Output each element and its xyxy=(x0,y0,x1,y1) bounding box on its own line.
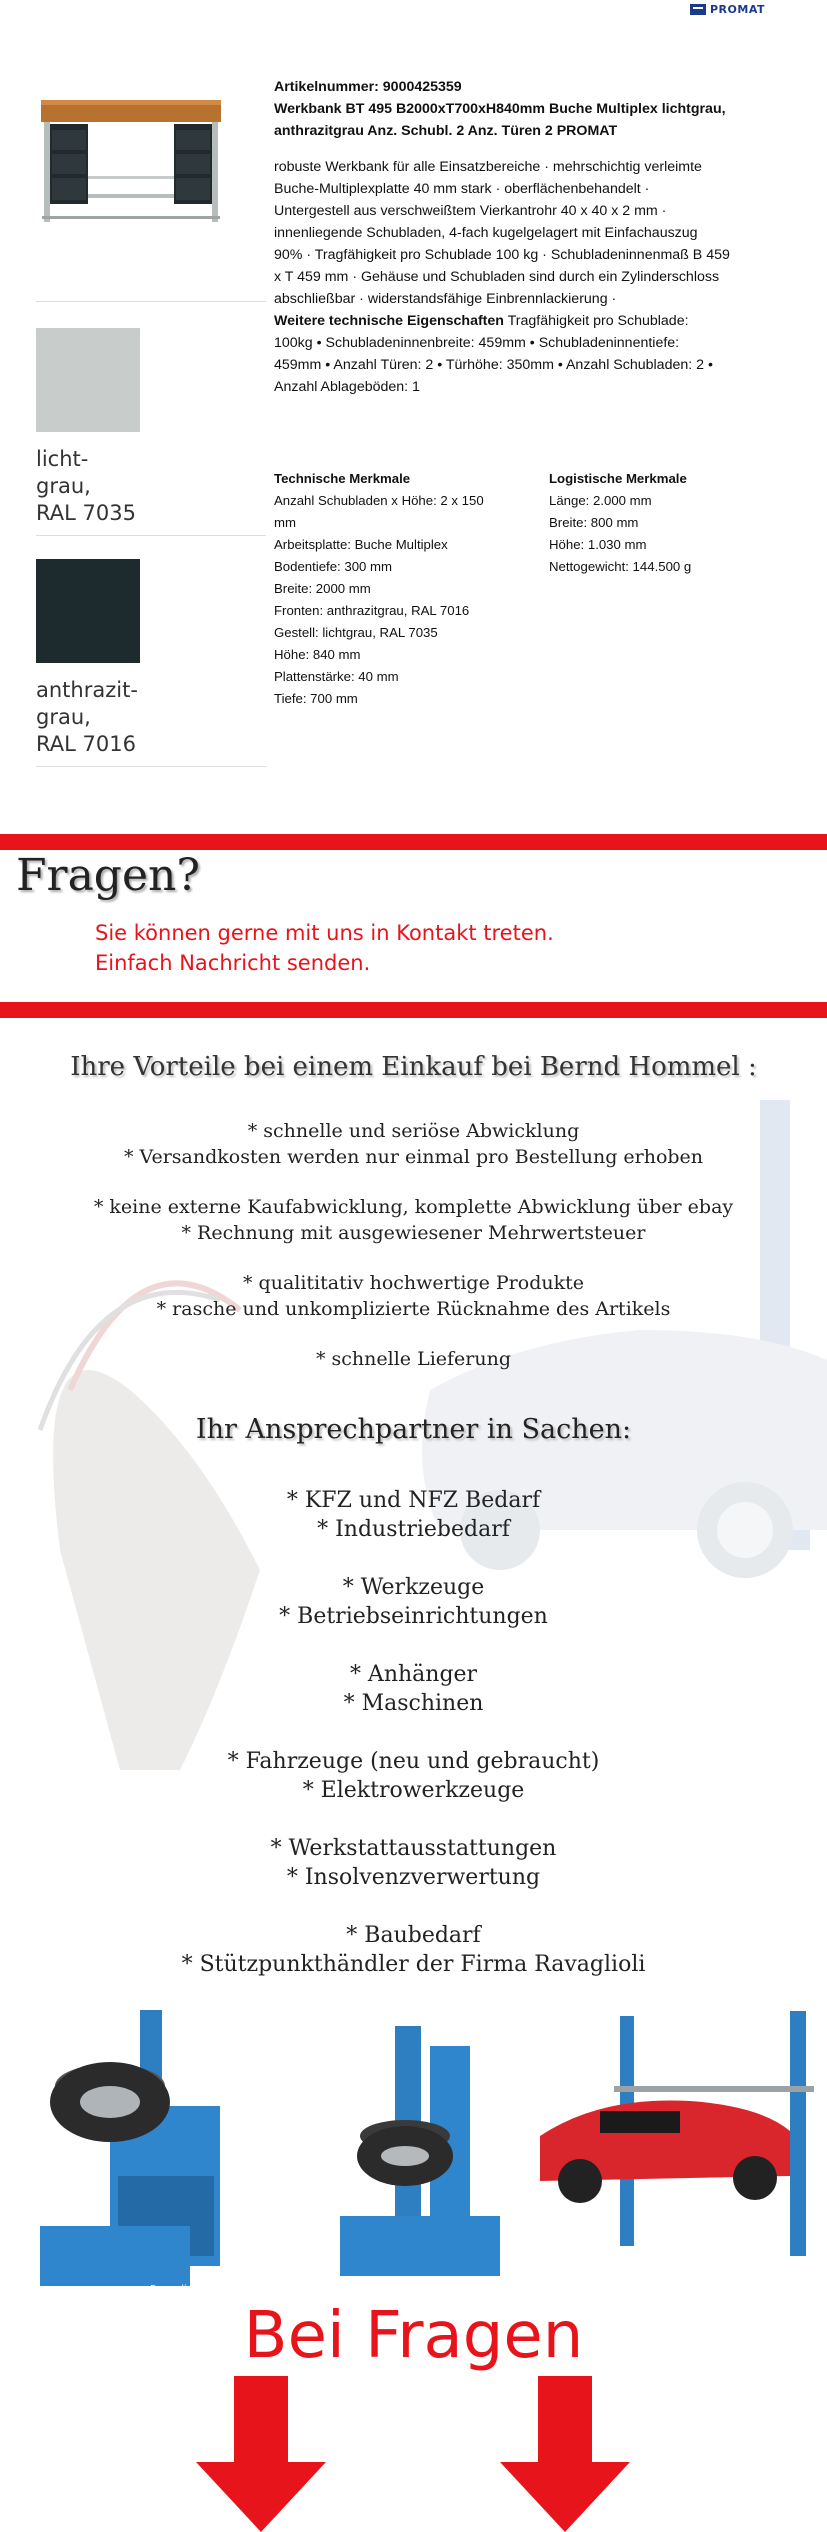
advantage-item: * keine externe Kaufabwicklung, komplette Abwicklung über ebay xyxy=(93,1196,734,1218)
color-swatch-anthracite xyxy=(36,559,266,767)
workbench-image xyxy=(36,96,266,226)
description-line: innenliegende Schubladen, 4-fach kugelgelagert mit Einfachauszug xyxy=(274,225,698,241)
advantage-item: * Versandkosten werden nur einmal pro Bestellung erhoben xyxy=(123,1146,704,1168)
divider xyxy=(36,301,266,302)
area-item: * Stützpunkthändler der Firma Ravaglioli xyxy=(181,1952,646,1977)
workshop-equipment-image xyxy=(0,2006,827,2336)
advantage-item: * schnelle und seriöse Abwicklung xyxy=(247,1120,580,1142)
swatch-label-line: RAL 7035 xyxy=(36,501,136,525)
area-item: * Anhänger xyxy=(349,1662,478,1687)
swatch-label-line: licht- xyxy=(36,447,89,471)
extra-properties-line xyxy=(274,310,827,332)
description-line: robuste Werkbank für alle Einsatzbereiche · mehrschichtig verleimte xyxy=(274,159,702,175)
product-title-line: Werkbank BT 495 B2000xT700xH840mm Buche Multiplex lichtgrau, xyxy=(274,101,726,117)
description-body xyxy=(274,156,827,398)
advantages-heading: Ihre Vorteile bei einem Einkauf bei Bernd Hommel : xyxy=(70,1052,757,1082)
advantages-list xyxy=(0,1118,827,1372)
divider xyxy=(36,535,266,536)
swatch-label-line: anthrazit- xyxy=(36,678,138,702)
brand-logo xyxy=(690,0,765,18)
spec-line: Arbeitsplatte: Buche Multiplex xyxy=(274,537,448,552)
arrow-down-icon xyxy=(196,2376,326,2532)
swatch-anthracite xyxy=(36,559,140,663)
area-item: * Elektrowerkzeuge xyxy=(302,1778,525,1803)
spec-line: Länge: 2.000 mm xyxy=(549,493,652,508)
description-line: Untergestell aus verschweißtem Vierkantrohr 40 x 40 x 2 mm · xyxy=(274,203,667,219)
swatch-label-line: RAL 7016 xyxy=(36,732,136,756)
spec-line: Gestell: lichtgrau, RAL 7035 xyxy=(274,625,438,640)
technical-specs-heading: Technische Merkmale xyxy=(274,471,411,486)
machine-brand-label: Ravaglioli xyxy=(150,2284,199,2295)
advantage-item: * schnelle Lieferung xyxy=(315,1348,512,1370)
description-line: Buche-Multiplexplatte 40 mm stark · oberflächenbehandelt · xyxy=(274,181,650,197)
advantage-item: * rasche und unkomplizierte Rücknahme des Artikels xyxy=(156,1298,671,1320)
contact-areas-list xyxy=(0,1486,827,1979)
technical-specs xyxy=(274,468,549,710)
contact-message[interactable] xyxy=(95,918,554,978)
swatch-label-line: grau, xyxy=(36,474,91,498)
area-item: * Insolvenzverwertung xyxy=(286,1865,541,1890)
spec-line: Fronten: anthrazitgrau, RAL 7016 xyxy=(274,603,470,618)
contact-line: Einfach Nachricht senden. xyxy=(95,951,371,975)
spec-line: Tiefe: 700 mm xyxy=(274,691,358,706)
description-line: 100kg • Schubladeninnenbreite: 459mm • Schubladeninnentiefe: xyxy=(274,335,680,351)
spec-line: Plattenstärke: 40 mm xyxy=(274,669,399,684)
spec-line: Breite: 800 mm xyxy=(549,515,639,530)
specs-table xyxy=(274,468,824,710)
area-item: * Werkstattausstattungen xyxy=(270,1836,557,1861)
description-line: Anzahl Ablageböden: 1 xyxy=(274,379,420,395)
spec-line: Anzahl Schubladen x Höhe: 2 x 150 xyxy=(274,493,484,508)
product-description xyxy=(274,76,827,398)
description-line: abschließbar · widerstandsfähige Einbrennlackierung · xyxy=(274,291,617,307)
spec-line: Höhe: 840 mm xyxy=(274,647,361,662)
promat-logo-icon xyxy=(690,4,706,15)
red-divider-top xyxy=(0,834,827,850)
article-number: Artikelnummer: 9000425359 xyxy=(274,79,462,95)
brand-name: PROMAT xyxy=(710,2,765,16)
logistic-specs-heading: Logistische Merkmale xyxy=(549,471,687,486)
spec-line: mm xyxy=(274,515,296,530)
area-item: * Industriebedarf xyxy=(317,1517,510,1542)
description-line: x T 459 mm · Gehäuse und Schubladen sind durch ein Zylinderschloss xyxy=(274,269,720,285)
arrow-down-icon xyxy=(500,2376,630,2532)
spec-line: Nettogewicht: 144.500 g xyxy=(549,559,692,574)
swatch-light-grey xyxy=(36,328,140,432)
area-item: * Betriebseinrichtungen xyxy=(279,1604,548,1629)
extra-properties-label: Weitere technische Eigenschaften xyxy=(274,313,504,329)
swatch-label-line: grau, xyxy=(36,705,91,729)
description-line: 459mm • Anzahl Türen: 2 • Türhöhe: 350mm • Anzahl Schubladen: 2 • xyxy=(274,357,713,373)
area-item: * Baubedarf xyxy=(346,1923,481,1948)
area-item: * Werkzeuge xyxy=(342,1575,485,1600)
spec-line: Bodentiefe: 300 mm xyxy=(274,559,393,574)
spec-line: Höhe: 1.030 mm xyxy=(549,537,647,552)
advantage-item: * qualititativ hochwertige Produkte xyxy=(243,1272,584,1294)
color-swatch-light-grey xyxy=(36,328,266,536)
description-line: 90% · Tragfähigkeit pro Schublade 100 kg · Schubladeninnenmaß B 459 xyxy=(274,247,730,263)
fragen-heading: Fragen? xyxy=(16,850,200,901)
contact-areas-heading: Ihr Ansprechpartner in Sachen: xyxy=(195,1414,632,1445)
bei-fragen-heading: Bei Fragen xyxy=(243,2299,584,2373)
swatch-label xyxy=(36,446,266,527)
contact-line: Sie können gerne mit uns in Kontakt treten. xyxy=(95,921,554,945)
area-item: * Maschinen xyxy=(343,1691,484,1716)
product-title-line: anthrazitgrau Anz. Schubl. 2 Anz. Türen 2 PROMAT xyxy=(274,123,618,139)
area-item: * KFZ und NFZ Bedarf xyxy=(286,1488,541,1513)
swatch-label xyxy=(36,677,266,758)
logistic-specs xyxy=(549,468,824,710)
spec-line: Breite: 2000 mm xyxy=(274,581,371,596)
area-item: * Fahrzeuge (neu und gebraucht) xyxy=(227,1749,600,1774)
divider xyxy=(36,766,266,767)
extra-properties-text: Tragfähigkeit pro Schublade: xyxy=(503,313,689,329)
advantage-item: * Rechnung mit ausgewiesener Mehrwertsteuer xyxy=(181,1222,646,1244)
